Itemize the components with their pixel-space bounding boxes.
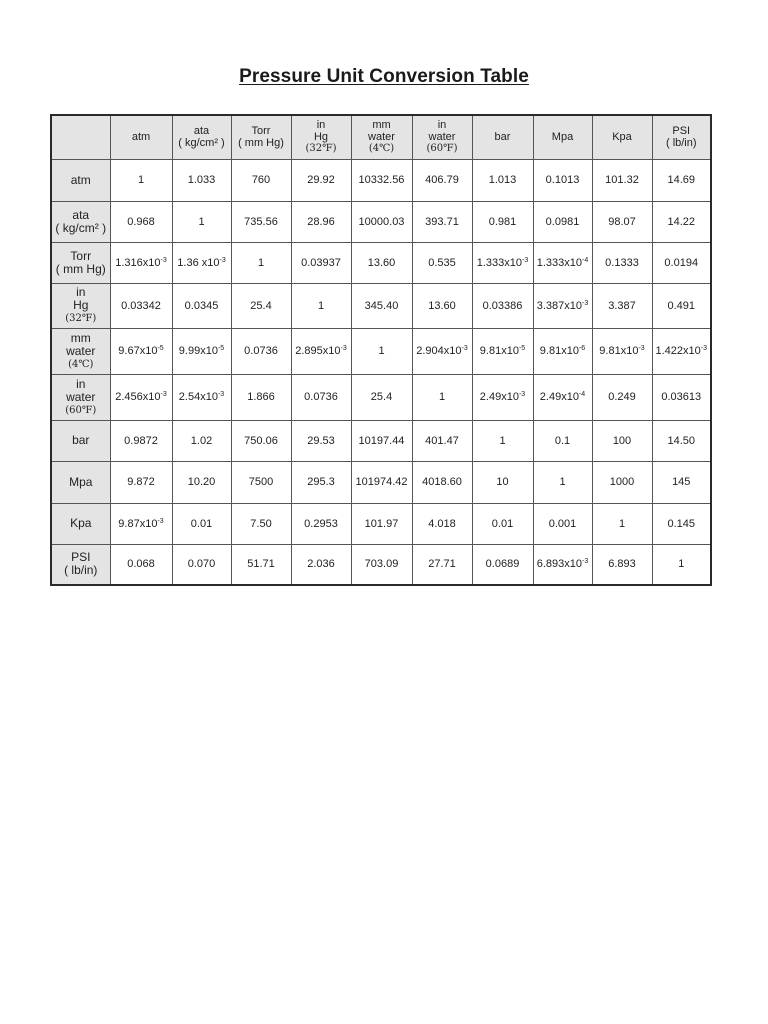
column-unit-sub: water [368, 131, 395, 144]
value-cell: 345.40 [351, 283, 412, 328]
value-cell: 14.50 [652, 420, 711, 461]
value-cell: 0.968 [110, 201, 172, 242]
value-cell: $9.81x10^{-6}$ [533, 328, 592, 374]
row-unit-sub: water [66, 389, 96, 404]
value-cell: $1.316x10^{-3}$ [110, 242, 172, 283]
value-cell: 1 [110, 159, 172, 201]
value-cell: 1 [291, 283, 351, 328]
column-unit-label: PSI [672, 125, 691, 138]
value-cell: 0.03342 [110, 283, 172, 328]
column-unit-sub: ( lb/in) [665, 137, 697, 150]
value-cell: 27.71 [412, 544, 472, 585]
column-unit-sub: ( kg/cm² ) [178, 137, 225, 150]
value-cell: 1 [172, 201, 231, 242]
column-header-mmw [351, 115, 412, 159]
value-cell: 10332.56 [351, 159, 412, 201]
value-cell: 10197.44 [351, 420, 412, 461]
row-header-inw [51, 374, 110, 420]
value-cell: 1.866 [231, 374, 291, 420]
value-cell: $1.333x10^{-4}$ [533, 242, 592, 283]
value-cell: 0.0981 [533, 201, 592, 242]
table-row-inw [51, 374, 711, 420]
header-row [51, 115, 711, 159]
value-cell: 1.02 [172, 420, 231, 461]
column-unit-label: in [437, 119, 447, 132]
value-cell: 101.97 [351, 503, 412, 544]
column-header-bar [472, 115, 533, 159]
value-cell: $2.49x10^{-3}$ [472, 374, 533, 420]
value-cell: $2.904x10^{-3}$ [412, 328, 472, 374]
value-cell: 14.22 [652, 201, 711, 242]
row-unit-label: in [76, 376, 86, 391]
value-cell: 0.2953 [291, 503, 351, 544]
column-header-inhg [291, 115, 351, 159]
row-header-mpa [51, 461, 110, 503]
value-cell: 0.981 [472, 201, 533, 242]
value-cell: 14.69 [652, 159, 711, 201]
column-header-ata [172, 115, 231, 159]
value-cell: 9.872 [110, 461, 172, 503]
value-cell: 0.070 [172, 544, 231, 585]
page-title: Pressure Unit Conversion Table [239, 66, 529, 87]
value-cell: $9.87x10^{-3}$ [110, 503, 172, 544]
value-cell: 0.9872 [110, 420, 172, 461]
value-cell: 29.53 [291, 420, 351, 461]
value-cell: 0.01 [172, 503, 231, 544]
value-cell: $9.67x10^{-5}$ [110, 328, 172, 374]
value-cell: 3.387 [592, 283, 652, 328]
value-cell: $9.81x10^{-3}$ [592, 328, 652, 374]
value-cell: 735.56 [231, 201, 291, 242]
column-unit-condition: (32℉) [305, 143, 337, 155]
value-cell: 1.033 [172, 159, 231, 201]
value-cell: 0.1013 [533, 159, 592, 201]
table-row-inhg [51, 283, 711, 328]
table-body [51, 159, 711, 585]
value-cell: 25.4 [231, 283, 291, 328]
value-cell: $2.456x10^{-3}$ [110, 374, 172, 420]
value-cell: 1 [533, 461, 592, 503]
column-unit-condition: (60℉) [426, 143, 458, 155]
table-row-psi [51, 544, 711, 585]
value-cell: 1 [231, 242, 291, 283]
value-cell: $2.49x10^{-4}$ [533, 374, 592, 420]
conversion-table [50, 114, 712, 586]
value-cell: 1 [652, 544, 711, 585]
row-unit-label: ata [72, 207, 90, 222]
row-unit-label: Kpa [70, 516, 92, 530]
column-unit-sub: ( mm Hg) [238, 137, 284, 150]
row-header-psi [51, 544, 110, 585]
table-row-bar [51, 420, 711, 461]
column-unit-label: atm [131, 131, 151, 144]
value-cell: 295.3 [291, 461, 351, 503]
row-header-atm [51, 159, 110, 201]
column-header-inw [412, 115, 472, 159]
row-unit-sub: Hg [73, 298, 89, 312]
value-cell: 101974.42 [351, 461, 412, 503]
row-unit-label: PSI [71, 550, 91, 565]
column-unit-condition: (4℃) [368, 143, 395, 155]
value-cell: $2.54x10^{-3}$ [172, 374, 231, 420]
table-row-mmw [51, 328, 711, 374]
value-cell: 10000.03 [351, 201, 412, 242]
value-cell: 0.01 [472, 503, 533, 544]
value-cell: 145 [652, 461, 711, 503]
column-header-psi [652, 115, 711, 159]
column-unit-label: in [316, 119, 326, 132]
value-cell: 0.0689 [472, 544, 533, 585]
column-unit-label: Mpa [551, 131, 574, 144]
row-unit-sub: ( mm Hg) [55, 261, 106, 276]
value-cell: 4.018 [412, 503, 472, 544]
value-cell: 0.0736 [231, 328, 291, 374]
value-cell: 6.893 [592, 544, 652, 585]
value-cell: 0.03386 [472, 283, 533, 328]
table-row-kpa [51, 503, 711, 544]
value-cell: 1 [412, 374, 472, 420]
row-unit-condition: (4℃) [68, 358, 94, 370]
value-cell: 0.535 [412, 242, 472, 283]
value-cell: 0.0736 [291, 374, 351, 420]
value-cell: 0.491 [652, 283, 711, 328]
value-cell: 406.79 [412, 159, 472, 201]
value-cell: $2.895x10^{-3}$ [291, 328, 351, 374]
column-header-mpa [533, 115, 592, 159]
row-header-kpa [51, 503, 110, 544]
column-header-torr [231, 115, 291, 159]
value-cell: $9.81x10^{-5}$ [472, 328, 533, 374]
value-cell: 750.06 [231, 420, 291, 461]
value-cell: 7.50 [231, 503, 291, 544]
row-unit-label: bar [72, 433, 90, 447]
value-cell: 0.145 [652, 503, 711, 544]
value-cell: 0.0345 [172, 283, 231, 328]
value-cell: 0.1333 [592, 242, 652, 283]
row-header-ata [51, 201, 110, 242]
row-unit-label: Mpa [69, 474, 93, 489]
column-unit-label: mm [372, 119, 391, 132]
row-unit-label: atm [70, 172, 91, 187]
value-cell: 1.013 [472, 159, 533, 201]
column-unit-label: Torr [251, 125, 271, 138]
value-cell: 98.07 [592, 201, 652, 242]
value-cell: 703.09 [351, 544, 412, 585]
value-cell: 0.0194 [652, 242, 711, 283]
value-cell: 0.1 [533, 420, 592, 461]
value-cell: 25.4 [351, 374, 412, 420]
value-cell: 13.60 [412, 283, 472, 328]
value-cell: 29.92 [291, 159, 351, 201]
row-header-mmw [51, 328, 110, 374]
value-cell: $9.99x10^{-5}$ [172, 328, 231, 374]
column-header-atm [110, 115, 172, 159]
corner-cell [51, 115, 110, 159]
table-row-torr [51, 242, 711, 283]
value-cell: 51.71 [231, 544, 291, 585]
table-row-atm [51, 159, 711, 201]
row-unit-label: in [76, 285, 86, 299]
table-row-ata [51, 201, 711, 242]
value-cell: 393.71 [412, 201, 472, 242]
row-unit-condition: (32℉) [65, 313, 97, 324]
value-cell: 10 [472, 461, 533, 503]
value-cell: $3.387x10^{-3}$ [533, 283, 592, 328]
column-unit-label: ata [193, 125, 210, 138]
row-unit-label: Torr [70, 248, 92, 263]
value-cell: 0.03937 [291, 242, 351, 283]
value-cell: 101.32 [592, 159, 652, 201]
value-cell: $1.333x10^{-3}$ [472, 242, 533, 283]
value-cell: $6.893x10^{-3}$ [533, 544, 592, 585]
value-cell: 4018.60 [412, 461, 472, 503]
row-unit-sub: water [66, 343, 96, 358]
row-unit-label: mm [70, 330, 91, 345]
value-cell: 1 [592, 503, 652, 544]
value-cell: 760 [231, 159, 291, 201]
value-cell: 0.001 [533, 503, 592, 544]
value-cell: 2.036 [291, 544, 351, 585]
row-unit-sub: ( kg/cm² ) [55, 220, 107, 235]
row-header-bar [51, 420, 110, 461]
value-cell: 28.96 [291, 201, 351, 242]
row-unit-sub: ( lb/in) [64, 563, 98, 578]
column-unit-sub: water [428, 131, 456, 144]
row-header-inhg [51, 283, 110, 328]
row-unit-condition: (60℉) [65, 404, 97, 416]
value-cell: $1.422x10^{-3}$ [652, 328, 711, 374]
value-cell: 1 [351, 328, 412, 374]
value-cell: 0.249 [592, 374, 652, 420]
column-header-kpa [592, 115, 652, 159]
table-row-mpa [51, 461, 711, 503]
column-unit-label: Kpa [612, 131, 632, 144]
value-cell: 401.47 [412, 420, 472, 461]
value-cell: 7500 [231, 461, 291, 503]
value-cell: 1000 [592, 461, 652, 503]
column-unit-label: bar [494, 131, 511, 144]
value-cell: 0.068 [110, 544, 172, 585]
row-header-torr [51, 242, 110, 283]
value-cell: 100 [592, 420, 652, 461]
value-cell: 1 [472, 420, 533, 461]
value-cell: 10.20 [172, 461, 231, 503]
value-cell: 1.36 $x10^{-3}$ [172, 242, 231, 283]
value-cell: 13.60 [351, 242, 412, 283]
value-cell: 0.03613 [652, 374, 711, 420]
column-unit-sub: Hg [313, 131, 329, 144]
